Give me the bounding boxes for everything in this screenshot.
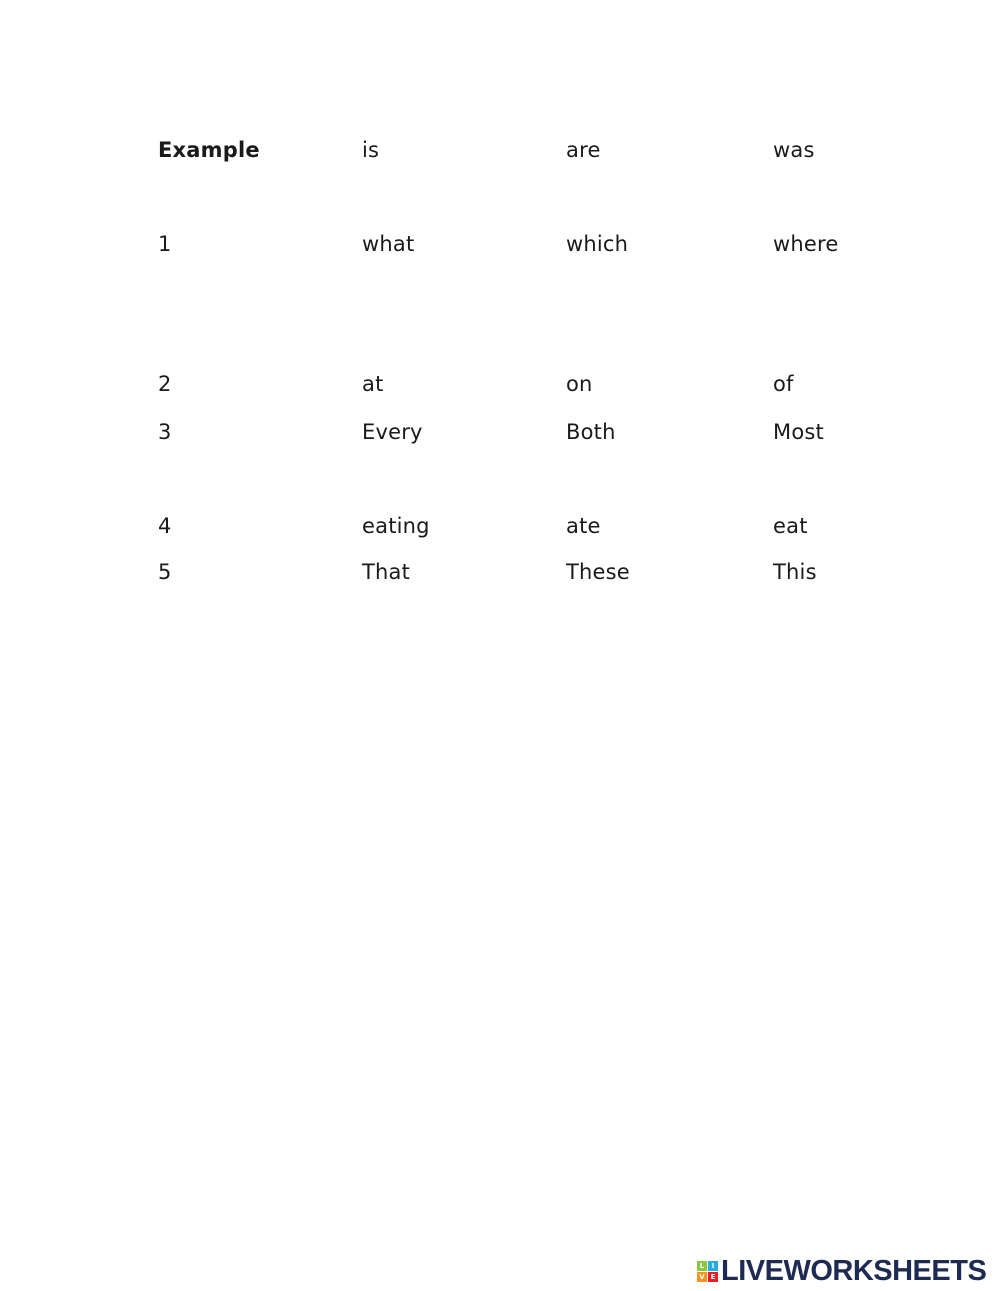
option-b: ate [566, 514, 601, 538]
question-row-1 [0, 229, 1000, 259]
question-row-3 [0, 417, 1000, 447]
option-b: Both [566, 420, 616, 444]
logo-tile-i: I [708, 1261, 718, 1271]
logo-tile-v: V [697, 1272, 707, 1282]
option-b: on [566, 372, 593, 396]
question-row-4 [0, 511, 1000, 541]
option-a: at [362, 372, 384, 396]
brand-wordmark: LIVEWORKSHEETS [721, 1255, 987, 1287]
option-a: eating [362, 514, 430, 538]
option-c: This [773, 560, 817, 584]
row-label: Example [158, 138, 260, 162]
question-row-2 [0, 369, 1000, 399]
option-c: Most [773, 420, 824, 444]
row-label: 4 [158, 514, 172, 538]
option-a: is [362, 138, 380, 162]
row-label: 3 [158, 420, 172, 444]
question-row-5 [0, 557, 1000, 587]
row-label: 5 [158, 560, 172, 584]
row-label: 1 [158, 232, 172, 256]
option-c: eat [773, 514, 808, 538]
liveworksheets-logo-icon [697, 1261, 718, 1282]
row-label: 2 [158, 372, 172, 396]
option-a: That [362, 560, 411, 584]
option-b: are [566, 138, 601, 162]
logo-tile-l: L [697, 1261, 707, 1271]
example-row [0, 135, 1000, 165]
option-b: These [566, 560, 630, 584]
logo-tile-e: E [708, 1272, 718, 1282]
option-a: Every [362, 420, 423, 444]
option-b: which [566, 232, 629, 256]
option-c: where [773, 232, 839, 256]
option-a: what [362, 232, 415, 256]
liveworksheets-brand [697, 1256, 986, 1286]
option-c: of [773, 372, 794, 396]
option-c: was [773, 138, 815, 162]
